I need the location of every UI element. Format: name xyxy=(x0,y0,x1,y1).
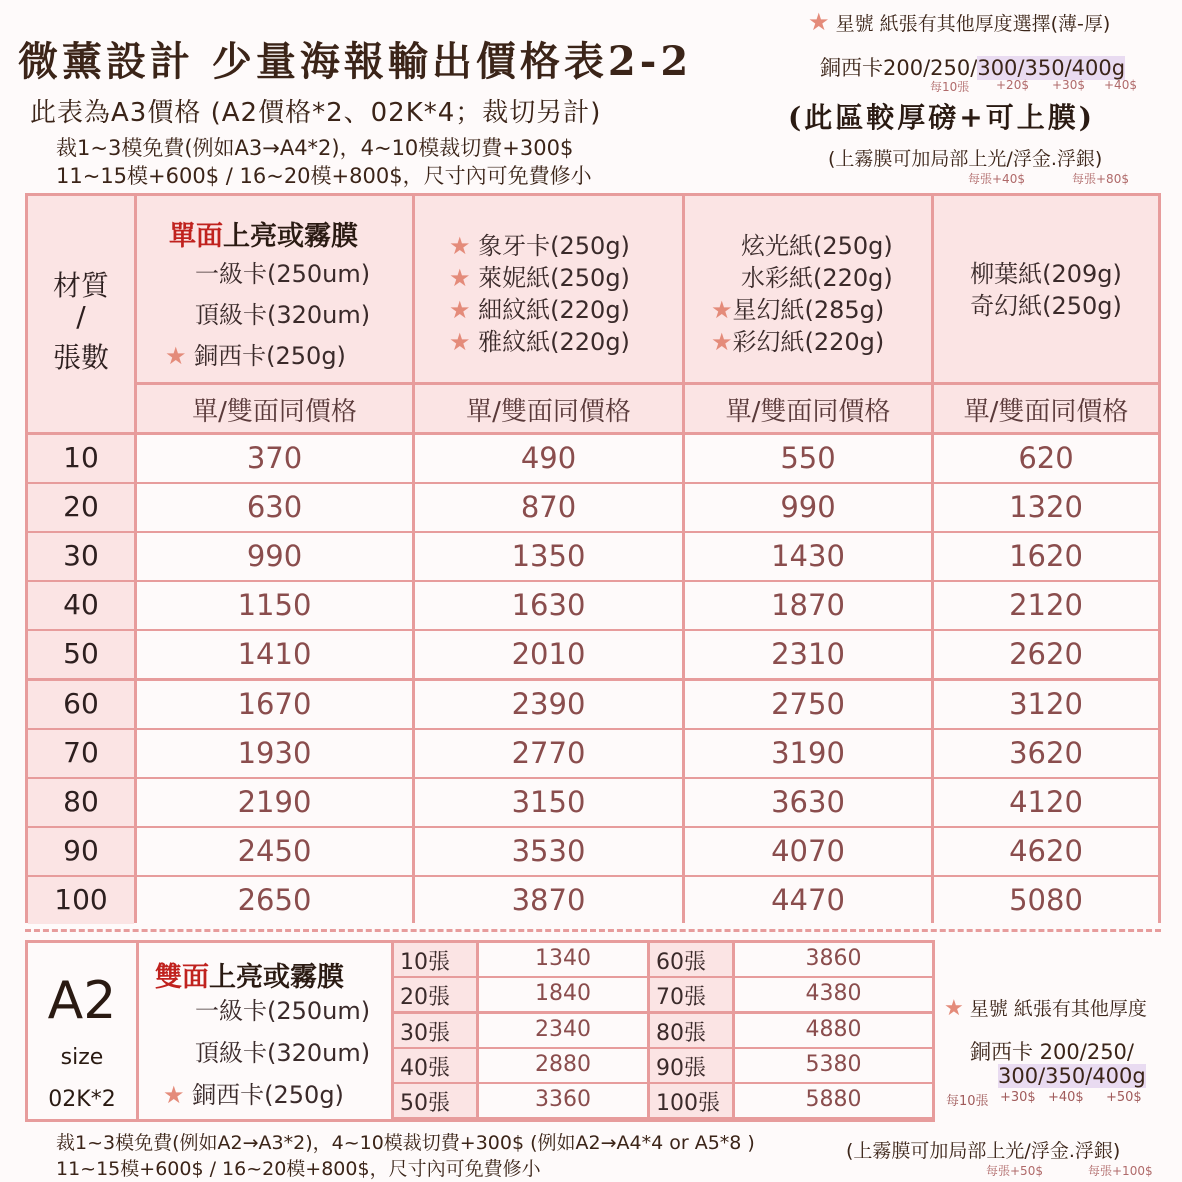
a2-header-red: 雙面 xyxy=(155,962,209,993)
copper-prefix: 銅西卡200/250/ xyxy=(820,56,978,80)
thick-note: (此區較厚磅+可上膜) xyxy=(788,101,1095,134)
price-value: 3530 xyxy=(511,834,586,868)
price-value: 1430 xyxy=(771,539,845,573)
col1-header xyxy=(137,196,412,382)
a2-qty-label: 40張 xyxy=(400,1056,450,1081)
a2-price-value: 4380 xyxy=(805,981,862,1006)
same-price-cell xyxy=(137,385,412,432)
same-price-label: 單/雙面同價格 xyxy=(963,397,1129,427)
price-cell xyxy=(934,681,1158,728)
price-cell xyxy=(934,631,1158,678)
cut-note-1: 裁1~3模免費(例如A3→A4*2)，4~10模裁切費+300$ xyxy=(56,136,574,160)
qty-label: 50 xyxy=(63,637,99,670)
price-value: 620 xyxy=(1018,441,1074,475)
a2-price-value: 5880 xyxy=(805,1087,862,1112)
price-cell xyxy=(685,828,931,875)
price-value: 2650 xyxy=(237,883,312,917)
film-price-1: 每張+40$ xyxy=(968,172,1025,186)
price-value: 370 xyxy=(246,441,303,475)
qty-cell xyxy=(28,631,134,678)
a2-cut-note-1: 裁1~3模免費(例如A2→A3*2)，4~10模裁切費+300$ (例如A2→A4*4 or A5*8 ) xyxy=(56,1132,755,1154)
col2-item: 象牙卡(250g) xyxy=(478,232,630,260)
col2-header xyxy=(415,196,682,382)
corner-cell xyxy=(28,196,134,432)
a2-price-cell xyxy=(479,943,647,976)
price-cell xyxy=(685,681,931,728)
price-value: 2010 xyxy=(511,637,586,671)
col2-item: 萊妮紙(250g) xyxy=(478,264,630,292)
col4-item: 奇幻紙(250g) xyxy=(970,292,1122,320)
a2-qty-cell xyxy=(650,943,732,976)
addon-per10: 每10張 xyxy=(930,80,970,94)
a2-header-rest: 上亮或霧膜 xyxy=(209,962,344,993)
price-value: 1410 xyxy=(237,637,312,671)
qty-label: 10 xyxy=(63,441,99,474)
a2-qty-label: 30張 xyxy=(400,1021,450,1046)
star-icon: ★ xyxy=(165,342,187,370)
price-cell xyxy=(685,533,931,580)
a2-item: 銅西卡(250g) xyxy=(192,1081,344,1109)
a2-cut-note-2: 11~15模+600$ / 16~20模+800$，尺寸內可免費修小 xyxy=(56,1158,541,1180)
col3-item: 水彩紙(220g) xyxy=(741,264,893,292)
col1-item: 頂級卡(320um) xyxy=(195,301,371,329)
price-value: 3150 xyxy=(511,785,586,819)
qty-cell xyxy=(28,484,134,531)
a2-qty-cell xyxy=(394,978,476,1011)
price-cell xyxy=(137,730,412,777)
price-cell xyxy=(685,730,931,777)
qty-label: 60 xyxy=(63,687,99,720)
price-cell xyxy=(685,582,931,629)
col1-item-starred xyxy=(165,340,346,372)
price-value: 1670 xyxy=(237,687,312,721)
price-value: 2620 xyxy=(1009,637,1083,671)
a2-qty-label: 70張 xyxy=(656,985,706,1010)
addon-2: +30$ xyxy=(1052,78,1085,92)
price-cell xyxy=(685,435,931,482)
price-cell xyxy=(934,828,1158,875)
star-icon: ★ xyxy=(449,296,471,324)
star-icon: ★ xyxy=(163,1081,185,1109)
a2-price-value: 3860 xyxy=(805,946,862,971)
a2-film-price-2: 每張+100$ xyxy=(1088,1164,1153,1178)
star-note-text: 星號 紙張有其他厚度選擇(薄-厚) xyxy=(835,13,1111,35)
qty-label: 70 xyxy=(63,736,99,769)
price-value: 2390 xyxy=(511,687,586,721)
price-value: 550 xyxy=(780,441,836,475)
price-value: 3120 xyxy=(1009,687,1083,721)
col1-item-label: 銅西卡(250g) xyxy=(194,342,346,370)
star-icon: ★ xyxy=(449,328,471,356)
a2-qty-cell xyxy=(650,1014,732,1047)
qty-cell xyxy=(28,828,134,875)
a2-price-cell xyxy=(479,1084,647,1117)
a2-qty-label: 60張 xyxy=(656,950,706,975)
star-note xyxy=(808,8,1110,36)
price-cell xyxy=(415,730,682,777)
price-cell xyxy=(415,779,682,826)
qty-cell xyxy=(28,730,134,777)
col1-item: 一級卡(250um) xyxy=(195,260,371,288)
a2-addon-per10: 每10張 xyxy=(946,1094,989,1109)
a2-alt-label: 02K*2 xyxy=(48,1087,116,1112)
qty-cell xyxy=(28,877,134,924)
price-cell xyxy=(137,582,412,629)
film-price-2: 每張+80$ xyxy=(1072,172,1129,186)
corner-label-material: 材質 xyxy=(52,269,109,302)
a2-film-price-1: 每張+50$ xyxy=(986,1164,1043,1178)
price-cell xyxy=(415,877,682,924)
price-cell xyxy=(934,435,1158,482)
price-value: 3620 xyxy=(1009,736,1083,770)
price-value: 2120 xyxy=(1009,588,1083,622)
a2-price-cell xyxy=(479,1014,647,1047)
price-cell xyxy=(415,828,682,875)
a2-price-value: 4880 xyxy=(805,1017,862,1042)
price-value: 4120 xyxy=(1009,785,1083,819)
a2-star-note-text: 星號 紙張有其他厚度 xyxy=(969,998,1147,1020)
cut-note-2: 11~15模+600$ / 16~20模+800$，尺寸內可免費修小 xyxy=(56,164,592,188)
qty-cell xyxy=(28,533,134,580)
a2-qty-cell xyxy=(394,1084,476,1117)
col4-header xyxy=(934,196,1158,382)
a2-price-cell xyxy=(735,1014,932,1047)
a2-price-cell xyxy=(479,978,647,1011)
qty-label: 40 xyxy=(63,588,99,621)
same-price-label: 單/雙面同價格 xyxy=(466,397,631,427)
a2-item: 一級卡(250um) xyxy=(195,997,371,1025)
a2-qty-label: 90張 xyxy=(656,1056,706,1081)
star-icon: ★ xyxy=(944,996,964,1021)
a2-price-value: 1340 xyxy=(535,946,591,971)
a2-material-cell xyxy=(139,943,391,1119)
corner-label-qty: 張數 xyxy=(52,341,109,374)
col1-header-rest: 上亮或霧膜 xyxy=(223,221,358,252)
qty-label: 80 xyxy=(63,785,99,818)
same-price-cell xyxy=(934,385,1158,432)
a2-qty-label: 20張 xyxy=(400,985,450,1010)
a2-price-cell xyxy=(735,978,932,1011)
a2-item: 頂級卡(320um) xyxy=(195,1039,371,1067)
price-cell xyxy=(415,435,682,482)
a2-header xyxy=(155,955,344,994)
price-value: 3190 xyxy=(771,736,845,770)
a2-price-value: 2340 xyxy=(535,1017,591,1042)
corner-label-slash: / xyxy=(76,300,86,333)
price-value: 4070 xyxy=(771,834,845,868)
qty-cell xyxy=(28,582,134,629)
a2-price-cell xyxy=(735,943,932,976)
qty-cell xyxy=(28,681,134,728)
star-icon: ★ xyxy=(808,8,830,36)
a2-price-value: 2880 xyxy=(535,1052,591,1077)
price-value: 490 xyxy=(520,441,577,475)
price-cell xyxy=(415,582,682,629)
price-value: 630 xyxy=(246,490,303,524)
a2-price-cell xyxy=(479,1049,647,1082)
a2-size-label: size xyxy=(60,1045,104,1070)
price-cell xyxy=(137,435,412,482)
a2-price-value: 3360 xyxy=(535,1087,591,1112)
price-value: 1620 xyxy=(1009,539,1083,573)
price-cell xyxy=(137,533,412,580)
qty-label: 100 xyxy=(54,883,108,916)
addon-3: +40$ xyxy=(1104,78,1137,92)
price-value: 3870 xyxy=(511,883,586,917)
price-cell xyxy=(934,533,1158,580)
price-value: 2770 xyxy=(511,736,586,770)
a2-price-value: 5380 xyxy=(805,1052,862,1077)
a2-section xyxy=(25,940,935,1122)
price-value: 1630 xyxy=(511,588,586,622)
a2-price-cell xyxy=(735,1049,932,1082)
page-title: 微薰設計 少量海報輸出價格表2-2 xyxy=(18,38,693,85)
qty-label: 90 xyxy=(63,834,99,867)
price-value: 1350 xyxy=(511,539,586,573)
same-price-cell xyxy=(685,385,931,432)
a2-qty-cell xyxy=(394,1014,476,1047)
qty-cell xyxy=(28,435,134,482)
price-cell xyxy=(934,484,1158,531)
a2-label-cell xyxy=(28,943,136,1119)
price-cell xyxy=(685,484,931,531)
copper-highlight: 300/350/400g xyxy=(977,56,1126,80)
col3-item: 炫光紙(250g) xyxy=(741,232,893,260)
a2-addon-1: +30$ xyxy=(1000,1090,1036,1105)
a2-price-value: 1840 xyxy=(535,981,591,1006)
col4-item: 柳葉紙(209g) xyxy=(970,260,1122,288)
a2-star-note xyxy=(944,994,1147,1021)
a2-copper-2 xyxy=(998,1064,1146,1088)
a2-price-cell xyxy=(735,1084,932,1117)
film-note: (上霧膜可加局部上光/浮金.浮銀) xyxy=(828,148,1103,170)
a2-copper-1: 銅西卡 200/250/ xyxy=(970,1040,1134,1064)
a2-qty-cell xyxy=(394,1049,476,1082)
price-value: 2450 xyxy=(237,834,312,868)
price-value: 4470 xyxy=(771,883,845,917)
price-value: 990 xyxy=(246,539,303,573)
qty-cell xyxy=(28,779,134,826)
star-icon: ★ xyxy=(711,296,733,324)
a2-qty-cell xyxy=(650,978,732,1011)
price-cell xyxy=(415,631,682,678)
a2-qty-cell xyxy=(650,1049,732,1082)
price-value: 1150 xyxy=(237,588,312,622)
col1-header-red: 單面 xyxy=(169,221,223,252)
a2-qty-label: 50張 xyxy=(400,1091,450,1116)
same-price-cell xyxy=(415,385,682,432)
same-price-label: 單/雙面同價格 xyxy=(725,397,891,427)
a2-qty-label: 80張 xyxy=(656,1021,706,1046)
price-cell xyxy=(934,730,1158,777)
col2-item: 雅紋紙(220g) xyxy=(478,328,630,356)
section-divider xyxy=(25,929,1161,932)
price-cell xyxy=(934,582,1158,629)
a2-addon-2: +40$ xyxy=(1048,1090,1084,1105)
price-value: 5080 xyxy=(1009,883,1083,917)
price-cell xyxy=(415,681,682,728)
price-cell xyxy=(685,631,931,678)
price-cell xyxy=(137,828,412,875)
star-icon: ★ xyxy=(711,328,733,356)
a2-qty-label: 100張 xyxy=(656,1091,720,1116)
subtitle: 此表為A3價格 (A2價格*2、02K*4；裁切另計) xyxy=(30,98,602,128)
a2-addon-3: +50$ xyxy=(1106,1090,1142,1105)
price-cell xyxy=(415,484,682,531)
price-value: 1870 xyxy=(771,588,845,622)
price-value: 3630 xyxy=(771,785,845,819)
star-icon: ★ xyxy=(449,264,471,292)
price-cell xyxy=(934,779,1158,826)
a2-copper-hl: 300/350/400g xyxy=(998,1064,1146,1088)
a2-qty-label: 10張 xyxy=(400,950,450,975)
qty-label: 30 xyxy=(63,539,99,572)
a2-qty-cell xyxy=(394,943,476,976)
price-cell xyxy=(137,877,412,924)
a2-film-note: (上霧膜可加局部上光/浮金.浮銀) xyxy=(846,1140,1121,1162)
qty-label: 20 xyxy=(63,490,99,523)
price-cell xyxy=(137,484,412,531)
price-value: 1930 xyxy=(237,736,312,770)
price-value: 2310 xyxy=(771,637,845,671)
a2-big-label: A2 xyxy=(47,971,117,1031)
col1-header-title xyxy=(169,214,358,253)
price-value: 2750 xyxy=(771,687,845,721)
price-cell xyxy=(415,533,682,580)
col3-item: 星幻紙(285g) xyxy=(732,296,885,324)
price-value: 2190 xyxy=(237,785,312,819)
price-value: 990 xyxy=(780,490,836,524)
col3-header xyxy=(685,196,931,382)
col2-item: 細紋紙(220g) xyxy=(478,296,630,324)
price-value: 870 xyxy=(520,490,577,524)
addon-1: +20$ xyxy=(996,78,1029,92)
price-cell xyxy=(685,877,931,924)
col3-item: 彩幻紙(220g) xyxy=(732,328,885,356)
price-cell xyxy=(137,681,412,728)
same-price-label: 單/雙面同價格 xyxy=(192,397,357,427)
price-cell xyxy=(137,779,412,826)
price-value: 1320 xyxy=(1009,490,1083,524)
a2-qty-cell xyxy=(650,1084,732,1117)
price-cell xyxy=(934,877,1158,924)
star-icon: ★ xyxy=(449,232,471,260)
price-value: 4620 xyxy=(1009,834,1083,868)
price-cell xyxy=(137,631,412,678)
price-cell xyxy=(685,779,931,826)
price-table xyxy=(25,193,1161,923)
